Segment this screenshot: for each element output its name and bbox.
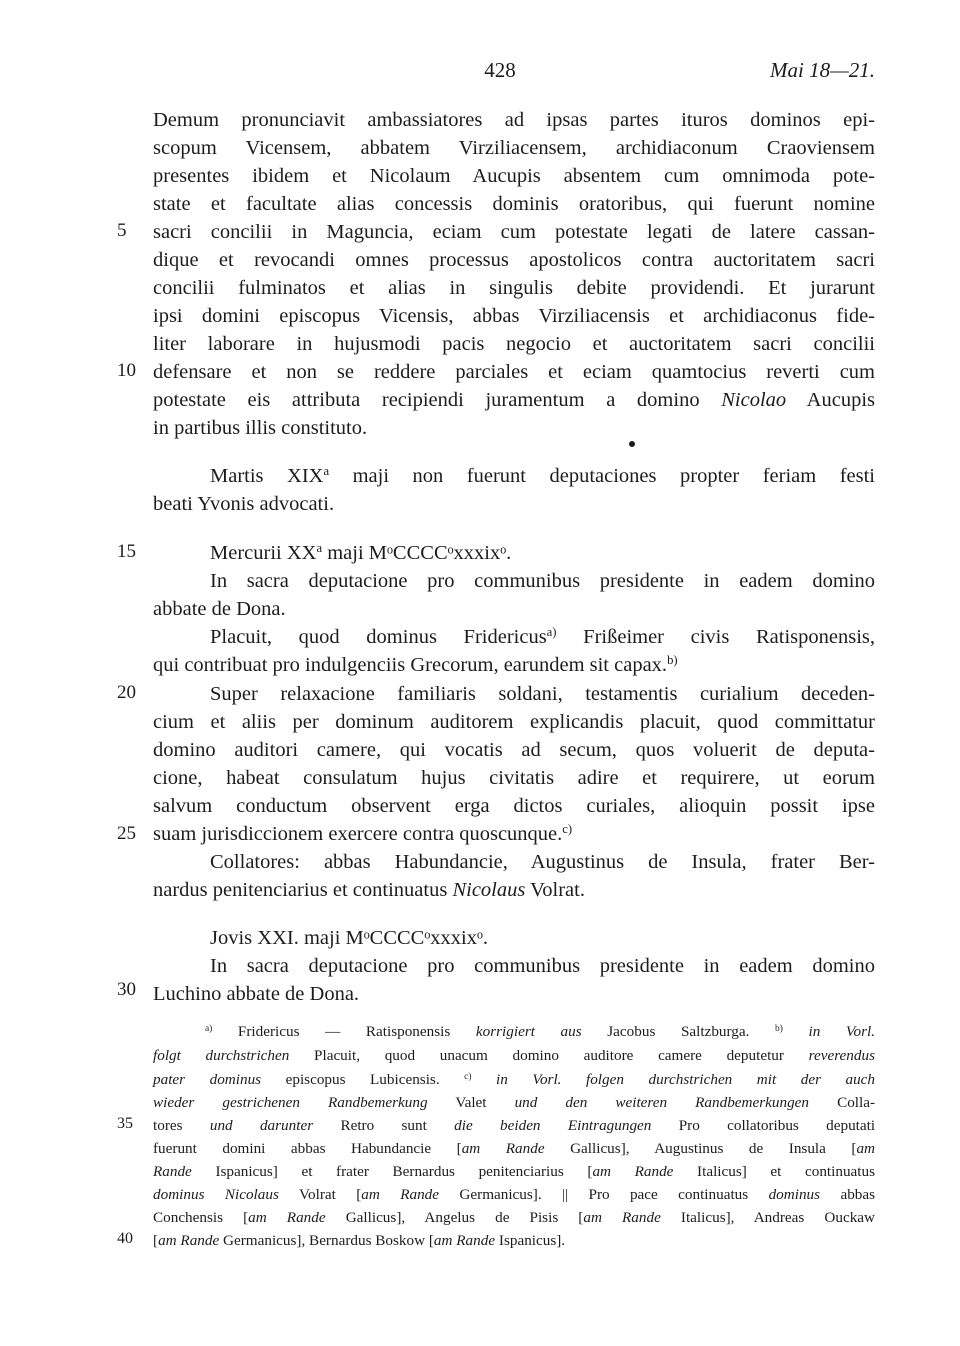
footnote-line: folgt durchstrichen Placuit, quod unacum domino auditore camere deputetur reverendus	[153, 1047, 875, 1064]
text-line: liter laborare in hujusmodi pacis negocio et auctoritatem sacri concilii	[153, 333, 875, 355]
line-number: 20	[117, 682, 136, 703]
text-line: Mercurii $XX^a$ maji MᵒCCCCᵒxxxixᵒ.	[210, 541, 512, 564]
text-line: sacri concilii in Maguncia, eciam cum potestate legati de latere cassan-	[153, 221, 875, 243]
text-line: Martis XIX$^a$ maji non fuerunt deputaciones propter feriam festi	[210, 464, 875, 487]
text-line: presentes ibidem et Nicolaum Aucupis absentem cum omnimoda pote-	[153, 165, 875, 187]
line-number: 25	[117, 823, 136, 844]
line-number: 40	[117, 1230, 133, 1247]
text-line: suam jurisdiccionem exercere contra quoscunque.$^{c)}$	[153, 822, 573, 845]
text-line: scopum Vicensem, abbatem Virziliacensem, archidiaconum Craoviensem	[153, 137, 875, 159]
footnote-line: fuerunt domini abbas Habundancie [am Rande Gallicus], Augustinus de Insula [am	[153, 1140, 875, 1157]
line-number: 10	[117, 360, 136, 381]
running-head-date: Mai 18—21.	[770, 58, 875, 82]
text-line: state et facultate alias concessis dominis oratoribus, qui fuerunt nomine	[153, 193, 875, 215]
text-line: In sacra deputacione pro communibus presidente in eadem domino	[210, 570, 875, 592]
text-line: qui contribuat pro indulgenciis Grecorum, earundem sit capax.$^{b)}$	[153, 653, 678, 676]
footnote-line: [am Rande Germanicus], Bernardus Boskow [am Rande Ispanicus].	[153, 1232, 566, 1249]
footnote-line: wieder gestrichenen Randbemerkung Valet und den weiteren Randbemerkungen Colla-	[153, 1094, 876, 1111]
text-line: cione, habeat consulatum hujus civitatis adire et requirere, ut eorum	[153, 767, 875, 789]
text-line: Jovis XXI. maji MᵒCCCCᵒxxxixᵒ.	[210, 927, 488, 949]
text-line: Placuit, quod dominus Fridericus$^{a)}$ Frißeimer civis Ratisponensis,	[210, 625, 875, 648]
text-line: nardus penitenciarius et continuatus Nicolaus Volrat.	[153, 879, 585, 901]
text-line: ipsi domini episcopus Vicensis, abbas Virziliacensis et archidiaconus fide-	[153, 305, 875, 327]
text-line: Demum pronunciavit ambassiatores ad ipsas partes ituros dominos epi-	[153, 109, 875, 131]
line-number: 35	[117, 1115, 133, 1132]
text-line: defensare et non se reddere parciales et eciam quamtocius reverti cum	[153, 361, 875, 383]
footnote-line: pater dominus episcopus Lubicensis. $^{c)}$ in Vorl. folgen durchstrichen mit der auch	[153, 1071, 876, 1088]
line-number: 30	[117, 979, 136, 1000]
footnote-line: Rande Ispanicus] et frater Bernardus penitenciarius [am Rande Italicus] et continuatus	[153, 1163, 876, 1180]
page-number: 428	[484, 58, 516, 82]
printed-dot	[629, 441, 635, 447]
line-number: 5	[117, 220, 127, 241]
footnote-line: Conchensis [am Rande Gallicus], Angelus de Pisis [am Rande Italicus], Andreas Ouckaw	[153, 1209, 875, 1226]
line-number: 15	[117, 541, 136, 562]
footnote-line: tores und darunter Retro sunt die beiden Eintragungen Pro collatoribus deputati	[153, 1117, 876, 1134]
footnote-line: $^{a)}$ Fridericus — Ratisponensis korrigiert aus Jacobus Saltzburga. $^{b)}$ in Vorl.	[205, 1023, 876, 1040]
footnote-line: dominus Nicolaus Volrat [am Rande Germanicus]. || Pro pace continuatus dominus abbas	[153, 1186, 876, 1203]
text-line: domino auditori camere, qui vocatis ad secum, quos voluerit de deputa-	[153, 739, 875, 761]
text-line: concilii fulminatos et alias in singulis debite providendi. Et jurarunt	[153, 277, 875, 299]
text-line: Super relaxacione familiaris soldani, testamentis curialium deceden-	[210, 683, 875, 705]
text-line: beati Yvonis advocati.	[153, 493, 335, 515]
text-line: in partibus illis constituto.	[153, 417, 368, 439]
text-line: salvum conductum observent erga dictos curiales, alioquin possit ipse	[153, 795, 875, 817]
text-line: In sacra deputacione pro communibus presidente in eadem domino	[210, 955, 875, 977]
text-line: cium et aliis per dominum auditorem explicandis placuit, quod committatur	[153, 711, 875, 733]
text-line: abbate de Dona.	[153, 598, 286, 620]
text-line: Collatores: abbas Habundancie, Augustinus de Insula, frater Ber-	[210, 851, 875, 873]
text-line: potestate eis attributa recipiendi juramentum a domino Nicolao Aucupis	[153, 389, 875, 411]
text-line: dique et revocandi omnes processus apostolicos contra auctoritatem sacri	[153, 249, 875, 271]
text-line: Luchino abbate de Dona.	[153, 983, 360, 1005]
